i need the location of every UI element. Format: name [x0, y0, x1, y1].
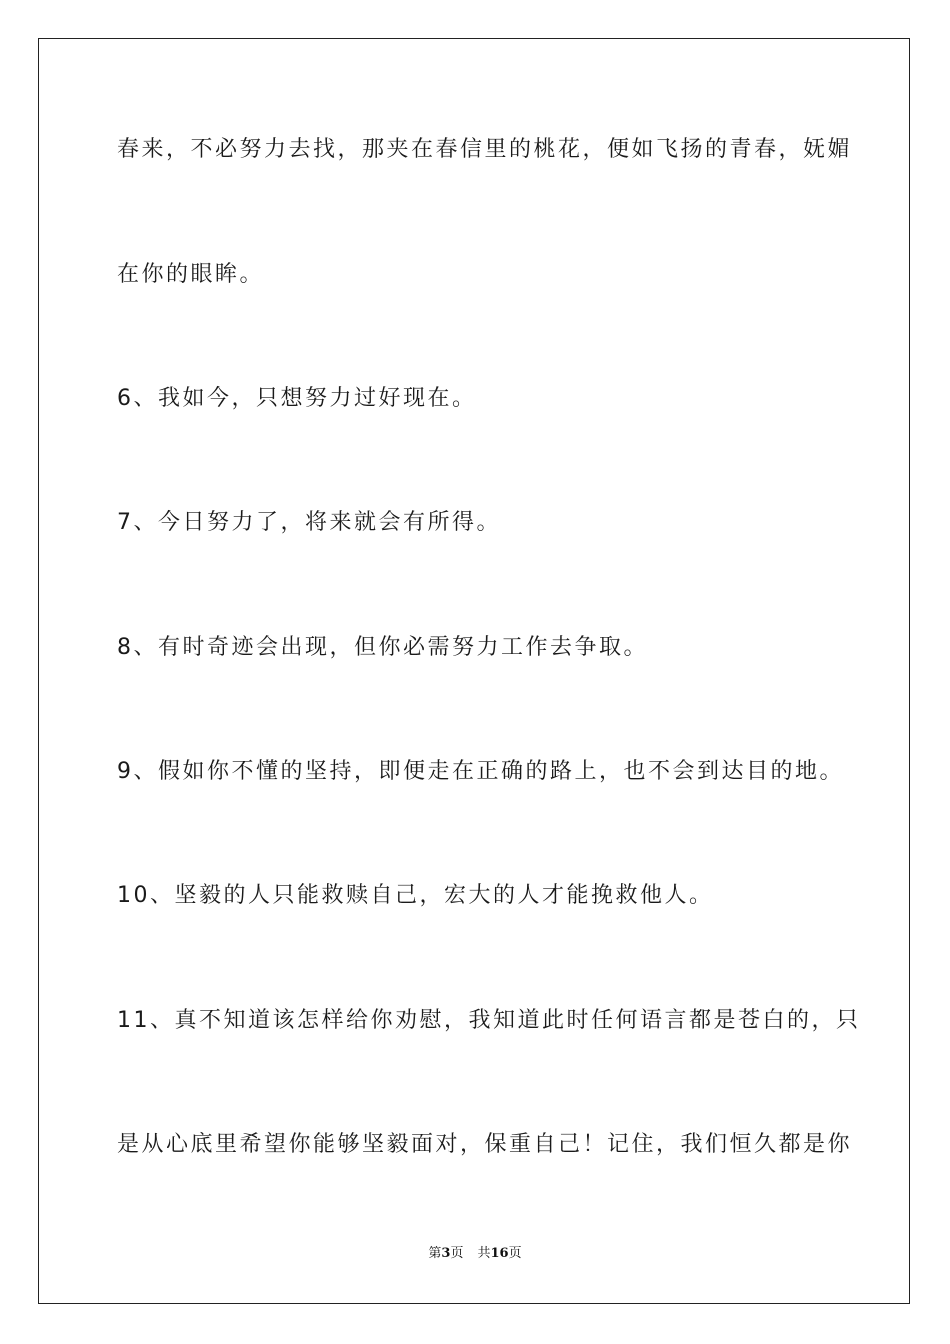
list-item-7: 7、今日努力了，将来就会有所得。 — [117, 510, 501, 535]
list-item-11: 11、真不知道该怎样给你劝慰，我知道此时任何语言都是苍白的，只 — [117, 1008, 861, 1033]
list-item-11-continued: 是从心底里希望你能够坚毅面对，保重自己！记住，我们恒久都是你 — [117, 1132, 853, 1157]
list-item-9: 9、假如你不懂的坚持，即便走在正确的路上，也不会到达目的地。 — [117, 759, 844, 784]
page-suffix: 页 — [450, 1246, 464, 1261]
total-suffix: 页 — [508, 1246, 522, 1261]
text-line-1: 春来，不必努力去找，那夹在春信里的桃花，便如飞扬的青春，妩媚 — [117, 137, 853, 162]
text-line-2: 在你的眼眸。 — [117, 262, 265, 287]
page-footer — [0, 1245, 950, 1263]
list-item-8: 8、有时奇迹会出现，但你必需努力工作去争取。 — [117, 635, 648, 660]
list-item-6: 6、我如今，只想努力过好现在。 — [117, 386, 477, 411]
page-number: 3 — [441, 1246, 451, 1261]
list-item-10: 10、坚毅的人只能救赎自己，宏大的人才能挽救他人。 — [117, 883, 714, 908]
page-border — [38, 38, 910, 1304]
total-prefix: 共 — [477, 1246, 491, 1261]
total-pages: 16 — [490, 1246, 509, 1261]
page-prefix: 第 — [428, 1246, 442, 1261]
